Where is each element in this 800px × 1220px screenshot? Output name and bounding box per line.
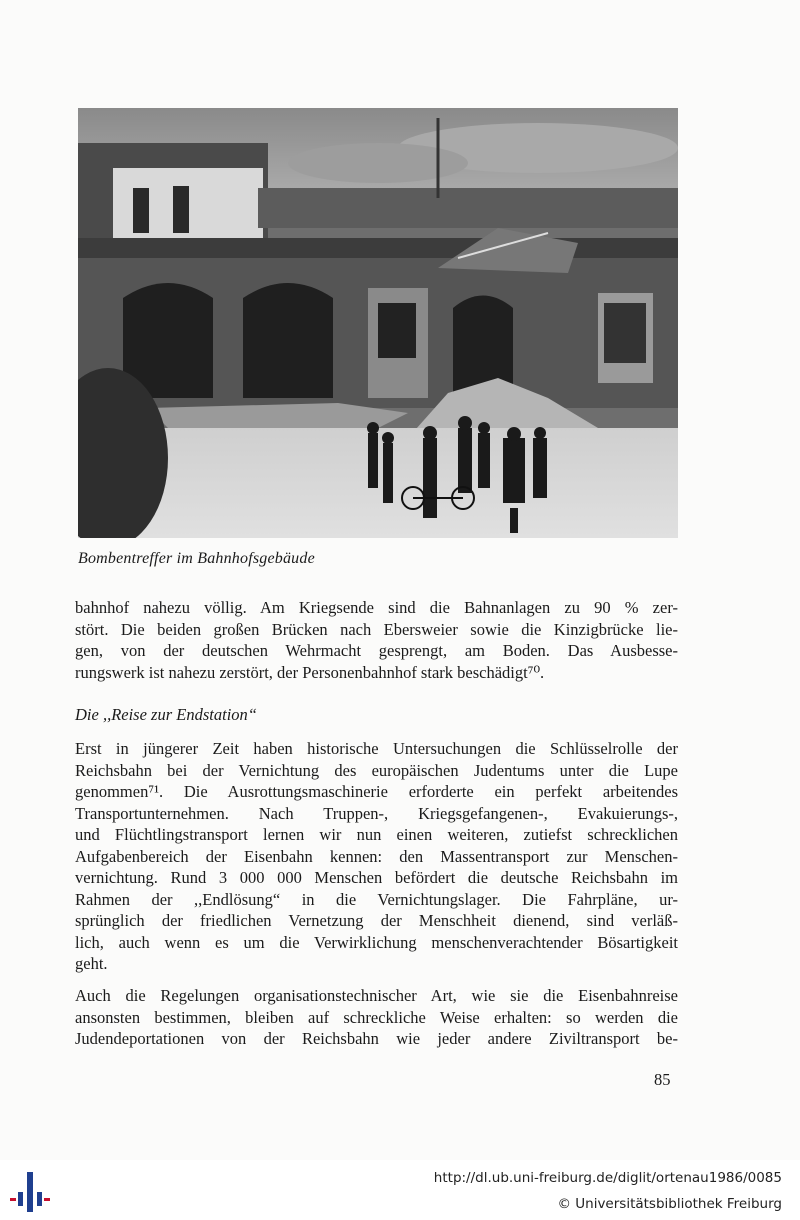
text-line: geht. bbox=[75, 954, 108, 973]
ub-freiburg-logo-icon bbox=[10, 1170, 50, 1214]
text-line: Transportunternehmen. Nach Truppen-, Kriegsgefangenen-, Evakuierungs-, bbox=[75, 803, 678, 823]
paragraph-organisation bbox=[75, 985, 678, 1050]
text-line: gen, von der deutschen Wehrmacht gesprengt, am Boden. Das Ausbesse- bbox=[75, 641, 678, 660]
text-line: stört. Die beiden großen Brücken nach Ebersweier sowie die Kinzigbrücke lie- bbox=[75, 619, 678, 639]
paragraph-deportation-research bbox=[75, 738, 678, 975]
photo-caption: Bombentreffer im Bahnhofsgebäude bbox=[78, 550, 315, 567]
text-line: Judendeportationen von der Reichsbahn wie jeder andere Ziviltransport be- bbox=[75, 1029, 678, 1048]
text-line: ansonsten bestimmen, bleiben auf schreckliche Weise erhalten: so werden die bbox=[75, 1007, 678, 1027]
paragraph-war-damage bbox=[75, 597, 678, 683]
text-line: Auch die Regelungen organisationstechnischer Art, wie sie die Eisenbahnreise bbox=[75, 986, 678, 1005]
text-line: genommen⁷¹. Die Ausrottungsmaschinerie erforderte ein perfekt arbeitendes bbox=[75, 782, 678, 801]
text-line: und Flüchtlingstransport lernen wir nun einen weiteren, zutiefst schrecklichen bbox=[75, 825, 678, 844]
library-footer bbox=[0, 1160, 800, 1220]
copyright-notice: © Universitätsbibliothek Freiburg bbox=[557, 1196, 782, 1212]
text-line: Erst in jüngerer Zeit haben historische Untersuchungen die Schlüsselrolle der bbox=[75, 739, 678, 758]
digital-library-link[interactable]: http://dl.ub.uni-freiburg.de/diglit/ortenau1986/0085 bbox=[433, 1170, 782, 1186]
text-line: lich, auch wenn es um die Verwirklichung menschenverachtender Bösartigkeit bbox=[75, 932, 678, 952]
text-line: Reichsbahn bei der Vernichtung des europäischen Judentums unter die Lupe bbox=[75, 760, 678, 780]
text-line: bahnhof nahezu völlig. Am Kriegsende sind die Bahnanlagen zu 90 % zer- bbox=[75, 598, 678, 617]
text-line: Rahmen der ,,Endlösung“ in die Vernichtungslager. Die Fahrpläne, ur- bbox=[75, 889, 678, 909]
section-heading: Die ,,Reise zur Endstation“ bbox=[75, 705, 257, 724]
text-line: rungswerk ist nahezu zerstört, der Personenbahnhof stark beschädigt⁷⁰. bbox=[75, 662, 545, 682]
text-line: sprünglich der friedlichen Vernetzung der Menschheit dienend, sind verläß- bbox=[75, 911, 678, 930]
text-line: vernichtung. Rund 3 000 000 Menschen befördert die deutsche Reichsbahn im bbox=[75, 868, 678, 887]
page-number: 85 bbox=[654, 1070, 671, 1089]
text-line: Aufgabenbereich der Eisenbahn kennen: den Massentransport zur Menschen- bbox=[75, 846, 678, 866]
station-bomb-damage-photo bbox=[78, 108, 678, 538]
